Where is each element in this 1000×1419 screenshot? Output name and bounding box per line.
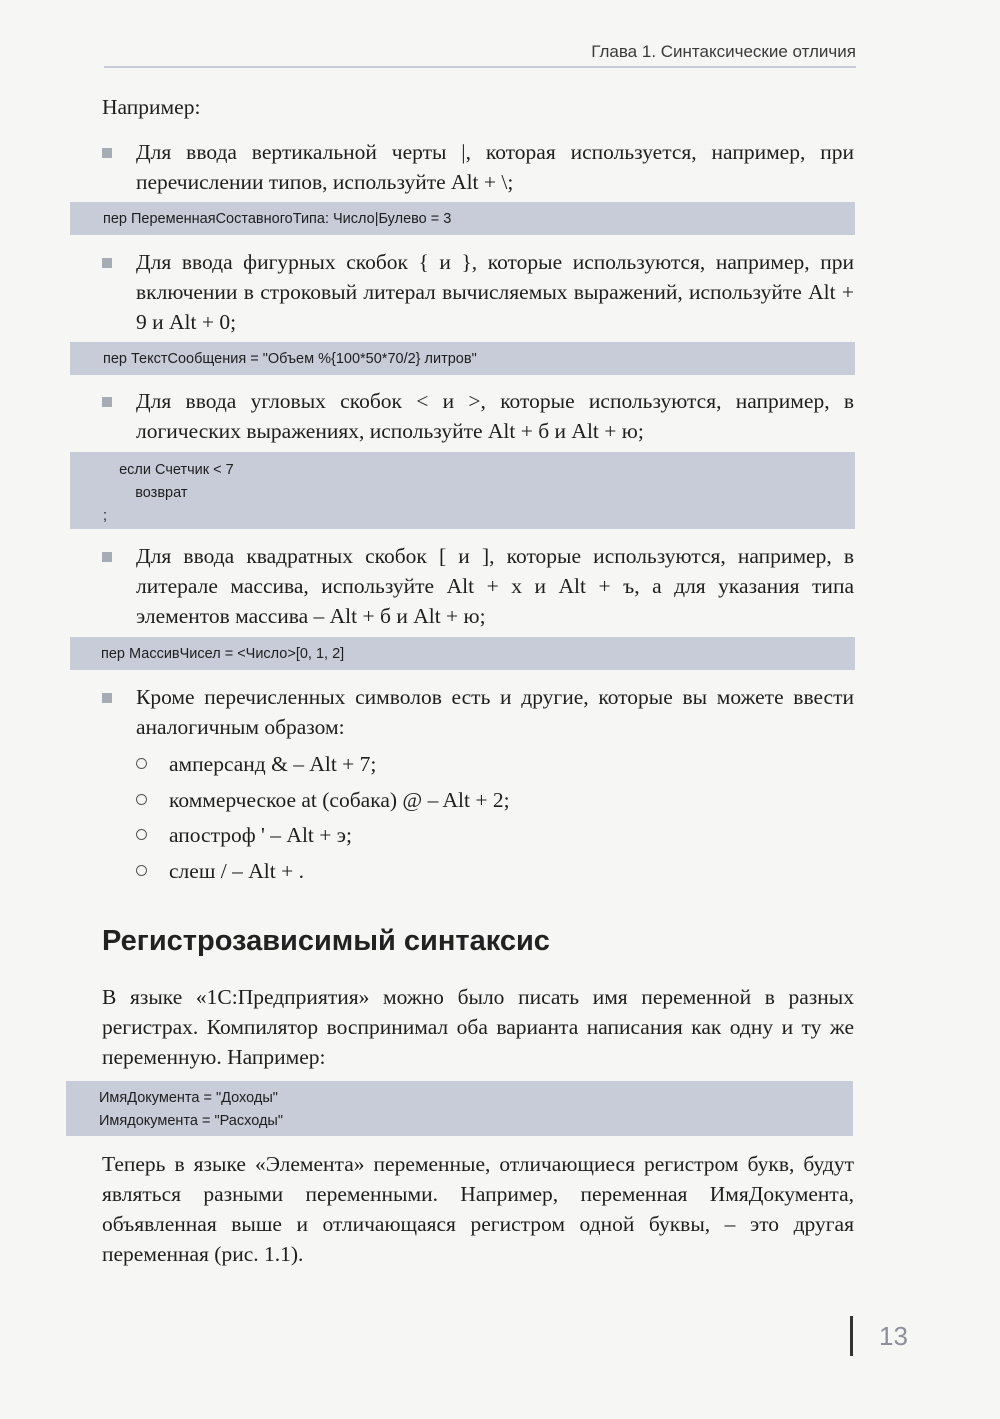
bullet-square-icon bbox=[102, 552, 112, 562]
circle-bullet-icon bbox=[136, 829, 147, 840]
circle-bullet-icon bbox=[136, 865, 147, 876]
list-item bbox=[102, 682, 854, 742]
list-item bbox=[102, 386, 854, 446]
paragraph: В языке «1С:Предприятия» можно было писать имя переменной в разных регистрах. Компилятор воспринимал оба варианта написания как одну и ту же переменную. Например: bbox=[102, 985, 854, 1069]
code-block bbox=[70, 637, 855, 670]
code-block bbox=[70, 452, 855, 529]
code-line: пер ПеременнаяСоставногоТипа: Число|Булево = 3 bbox=[103, 211, 452, 227]
bullet-square-icon bbox=[102, 693, 112, 703]
bullet-square-icon bbox=[102, 148, 112, 158]
list-item-text: Для ввода квадратных скобок [ и ], которые используются, например, в литерале массива, используйте Alt + х и Alt + ъ, а для указания типа элементов массива – Alt + б и Alt + ю; bbox=[136, 544, 854, 628]
code-block bbox=[70, 202, 855, 235]
circle-bullet-icon bbox=[136, 758, 147, 769]
code-line: пер ТекстСообщения = "Объем %{100*50*70/2} литров" bbox=[103, 351, 477, 367]
list-item-text: Кроме перечисленных символов есть и другие, которые вы можете ввести аналогичным образом: bbox=[136, 685, 854, 739]
sub-list-item bbox=[134, 856, 854, 886]
sub-list-item-text: коммерческое at (собака) @ – Alt + 2; bbox=[169, 788, 510, 812]
list-item-text: Для ввода фигурных скобок { и }, которые используются, например, при включении в строковый литерал вычисляемых выражений, используйте Alt + 9 и Alt + 0; bbox=[136, 250, 854, 334]
page-number: 13 bbox=[850, 1316, 908, 1356]
intro-text: Например: bbox=[102, 95, 201, 119]
sub-list-item-text: апостроф ' – Alt + э; bbox=[169, 823, 352, 847]
code-line: Имядокумента = "Расходы" bbox=[99, 1113, 283, 1129]
code-line: возврат bbox=[103, 485, 188, 501]
sub-list-item-text: слеш / – Alt + . bbox=[169, 859, 304, 883]
section-heading: Регистрозависимый синтаксис bbox=[102, 925, 550, 957]
list-item bbox=[102, 541, 854, 631]
paragraph: Теперь в языке «Элемента» переменные, отличающиеся регистром букв, будут являться разными переменными. Например, переменная ИмяДокумента, объявленная выше и отличающаяся регистром одной буквы, – это другая переменная (рис. 1.1). bbox=[102, 1152, 854, 1266]
sub-list-item bbox=[134, 820, 854, 850]
sub-list-item bbox=[134, 785, 854, 815]
code-block bbox=[70, 342, 855, 375]
code-line: ИмяДокумента = "Доходы" bbox=[99, 1090, 278, 1106]
code-line: ; bbox=[103, 508, 108, 524]
sub-list-item-text: амперсанд & – Alt + 7; bbox=[169, 752, 377, 776]
circle-bullet-icon bbox=[136, 794, 147, 805]
bullet-square-icon bbox=[102, 397, 112, 407]
code-line: если Счетчик < 7 bbox=[103, 462, 234, 478]
chapter-title: Глава 1. Синтаксические отличия bbox=[591, 42, 856, 61]
list-item-text: Для ввода угловых скобок < и >, которые используются, например, в логических выражениях, используйте Alt + б и Alt + ю; bbox=[136, 389, 854, 443]
sub-list-item bbox=[134, 749, 854, 779]
code-line: пер МассивЧисел = <Число>[0, 1, 2] bbox=[101, 646, 345, 662]
list-item-text: Для ввода вертикальной черты |, которая используется, например, при перечислении типов, используйте Alt + \; bbox=[136, 140, 854, 194]
running-header bbox=[104, 40, 856, 68]
code-block bbox=[66, 1081, 853, 1136]
list-item bbox=[102, 137, 854, 197]
bullet-square-icon bbox=[102, 258, 112, 268]
list-item bbox=[102, 247, 854, 337]
